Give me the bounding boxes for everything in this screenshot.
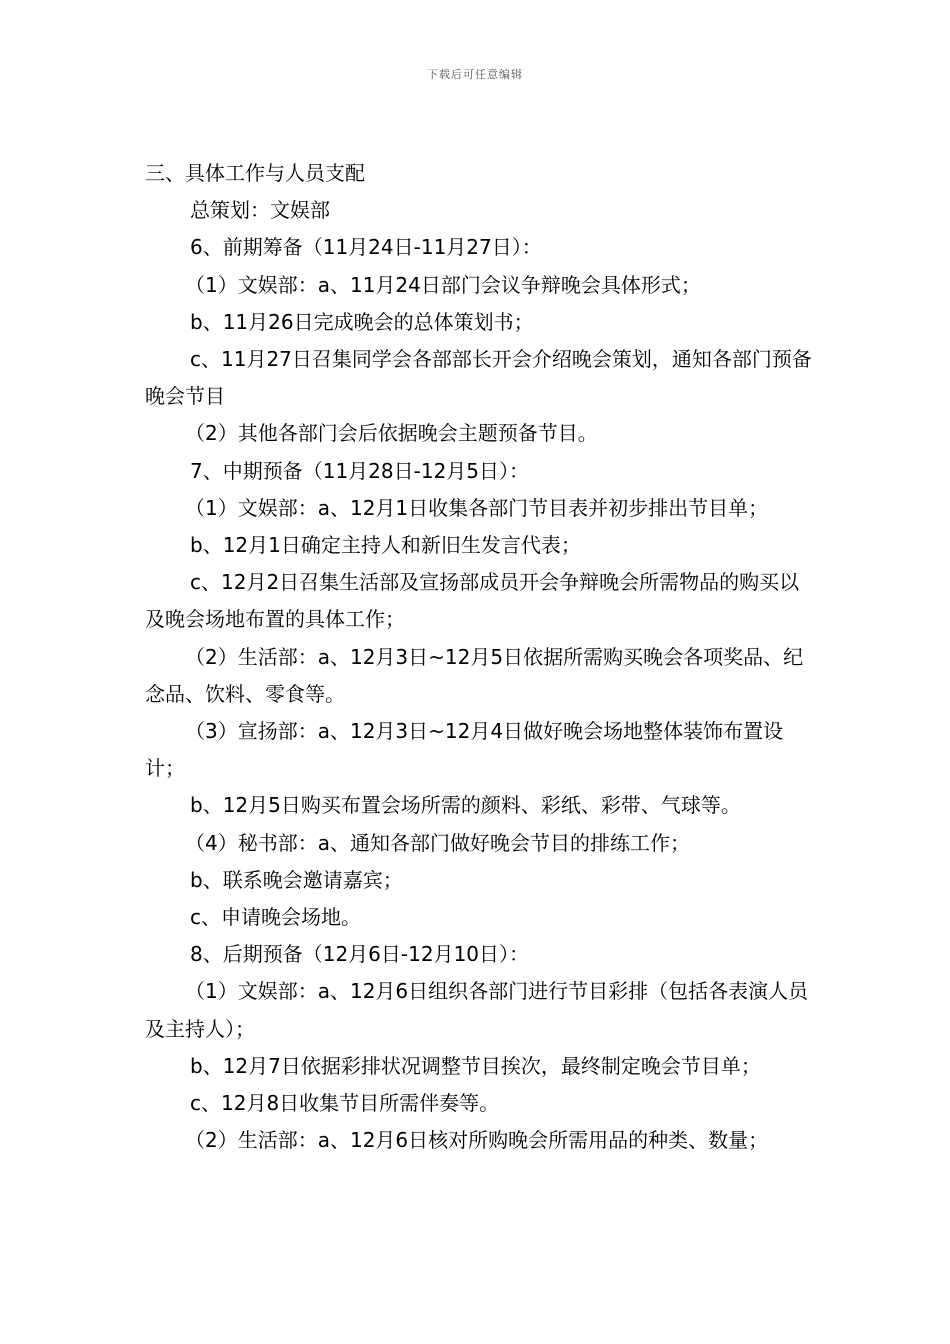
paragraph: （2）生活部：a、12月6日核对所购晚会所需用品的种类、数量；: [185, 1128, 769, 1153]
paragraph: 总策划：文娱部: [190, 198, 330, 223]
paragraph: （4）秘书部：a、通知各部门做好晚会节目的排练工作；: [185, 830, 690, 855]
paragraph: （2）生活部：a、12月3日~12月5日依据所需购买晚会各项奖品、纪念品、饮料、零食等。: [145, 644, 804, 706]
paragraph: b、12月5日购买布置会场所需的颜料、彩纸、彩带、气球等。: [190, 793, 741, 818]
paragraph: b、12月1日确定主持人和新旧生发言代表；: [190, 533, 581, 558]
paragraph: 6、前期筹备（11月24日-11月27日）：: [190, 235, 542, 260]
paragraph: （1）文娱部：a、12月6日组织各部门进行节目彩排（包括各表演人员及主持人）；: [145, 979, 809, 1041]
paragraph: b、11月26日完成晚会的总体策划书；: [190, 309, 534, 334]
paragraph: c、申请晚会场地。: [190, 905, 361, 930]
header-note: 下载后可任意编辑: [427, 68, 523, 81]
paragraph: b、12月7日依据彩排状况调整节目挨次，最终制定晚会节目单；: [190, 1053, 761, 1078]
paragraph: c、12月2日召集生活部及宣扬部成员开会争辩晚会所需物品的购买以及晚会场地布置的具体工作；: [145, 570, 800, 632]
paragraph: c、11月27日召集同学会各部部长开会介绍晚会策划，通知各部门预备晚会节目: [145, 347, 812, 409]
paragraph: （1）文娱部：a、11月24日部门会议争辩晚会具体形式；: [185, 272, 701, 297]
paragraph: b、联系晚会邀请嘉宾；: [190, 867, 403, 892]
paragraph: 8、后期预备（12月6日-12月10日）：: [190, 942, 530, 967]
document-body: [145, 155, 815, 1159]
paragraph: 7、中期预备（11月28日-12月5日）：: [190, 458, 530, 483]
paragraph: c、12月8日收集节目所需伴奏等。: [190, 1091, 500, 1116]
paragraph: （3）宣扬部：a、12月3日~12月4日做好晚会场地整体装饰布置设计；: [145, 719, 784, 781]
paragraph: （2）其他各部门会后依据晚会主题预备节目。: [185, 421, 598, 446]
paragraph: （1）文娱部：a、12月1日收集各部门节目表并初步排出节目单；: [185, 495, 769, 520]
section-heading: 三、具体工作与人员支配: [145, 161, 365, 185]
